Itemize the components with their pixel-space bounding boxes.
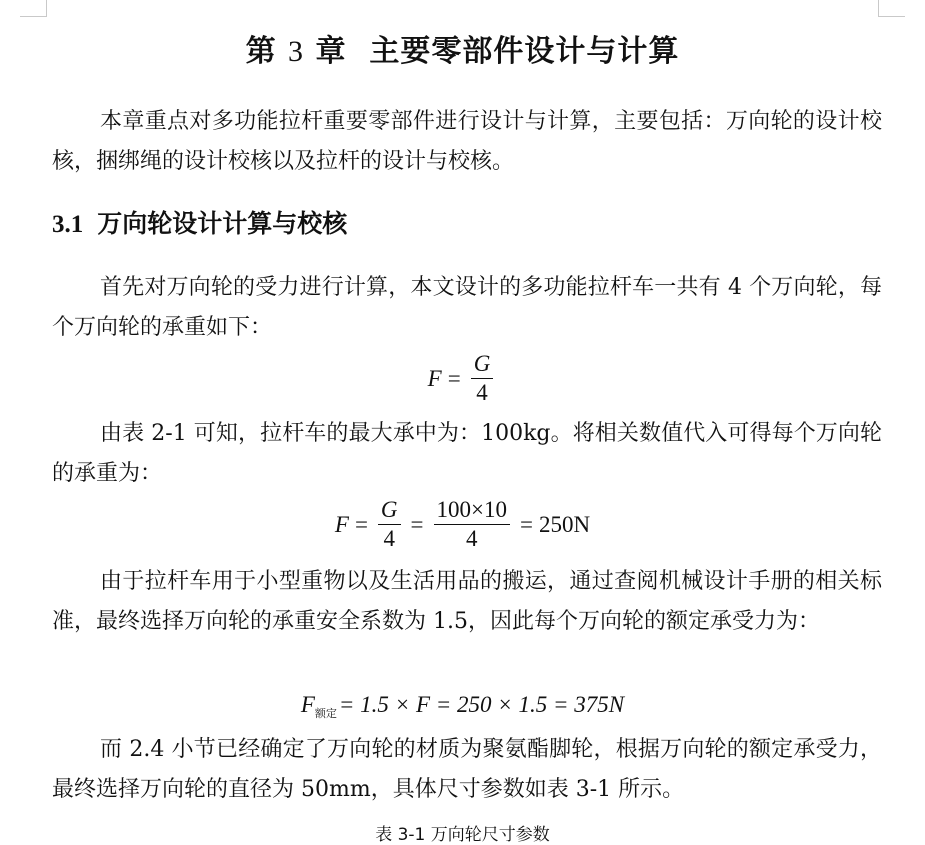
equation-load-value [0,496,925,553]
paragraph-safety-factor: 由于拉杆车用于小型重物以及生活用品的搬运，通过查阅机械设计手册的相关标准，最终选择万向轮的承重安全系数为 1.5，因此每个万向轮的额定承受力为： [52,569,882,634]
eq1-fraction [471,350,494,407]
eq2-equals-1: = [354,511,368,537]
table-caption: 表 3-1 万向轮尺寸参数 [375,825,550,845]
eq3-lhs: F [300,692,315,717]
crop-mark-top-left [20,0,47,17]
equation-rated-load [0,692,925,718]
equation-load-formula [0,350,925,407]
paragraph-intro: 本章重点对多功能拉杆重要零部件进行设计与计算，主要包括：万向轮的设计校核，捆绑绳的设计校核以及拉杆的设计与校核。 [52,109,882,174]
crop-mark-top-right [878,0,905,17]
paragraph-caster-load: 首先对万向轮的受力进行计算，本文设计的多功能拉杆车一共有 4 个万向轮，每个万向轮的承重如下： [52,275,882,340]
eq2-lhs: F [334,511,349,537]
eq1-equals: = [447,365,461,391]
eq2-fraction-1 [378,496,401,553]
section-title: 万向轮设计计算与校核 [97,209,348,238]
eq2-equals-2: = [410,511,424,537]
section-number: 3.1 [52,211,84,238]
eq2-equals-3: = [520,511,533,537]
section-heading [52,204,347,240]
chapter-suffix: 章 [315,34,347,69]
chapter-number: 3 [288,35,305,68]
chapter-heading [0,26,925,70]
eq3-subscript: 额定 [314,707,337,720]
eq1-denominator: 4 [476,380,488,405]
eq2-denominator-2: 4 [466,526,478,551]
eq3-rhs: = 1.5 × F = 250 × 1.5 = 375N [338,692,625,717]
chapter-title: 主要零部件设计与计算 [369,34,680,69]
chapter-prefix: 第 [245,34,277,69]
eq2-denominator-1: 4 [383,526,395,551]
eq2-result: 250N [539,511,591,537]
eq1-numerator: G [471,350,494,379]
eq2-numerator-2: 100×10 [434,496,510,525]
eq2-numerator-1: G [378,496,401,525]
paragraph-max-load: 由表 2-1 可知，拉杆车的最大承中为：100kg。将相关数值代入可得每个万向轮的承重为： [52,421,882,486]
eq1-lhs: F [427,365,442,391]
paragraph-diameter: 而 2.4 小节已经确定了万向轮的材质为聚氨酯脚轮，根据万向轮的额定承受力，最终选择万向轮的直径为 50mm，具体尺寸参数如表 3-1 所示。 [52,737,882,802]
eq2-fraction-2 [434,496,510,553]
